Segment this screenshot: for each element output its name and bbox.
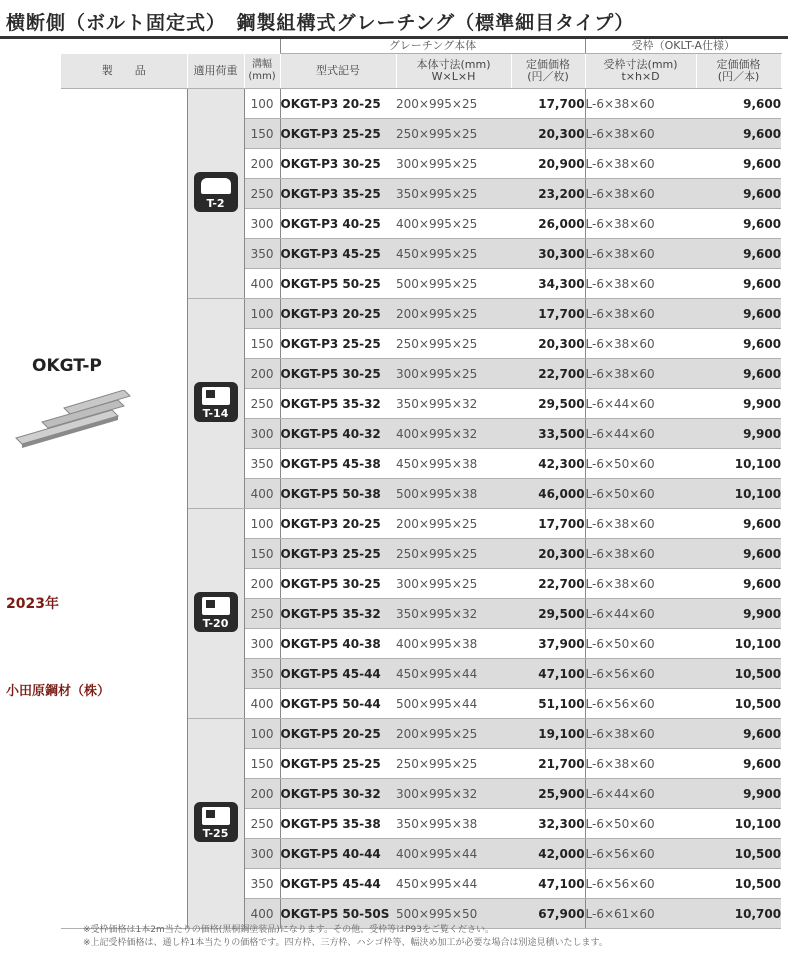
frame-price-cell: 9,600 [696,179,781,209]
frame-price-cell: 9,600 [696,719,781,749]
body-price-cell: 33,500 [511,419,585,449]
frame-dimensions-cell: L-6×38×60 [585,239,696,269]
model-code-cell: OKGT-P5 40-32 [280,419,396,449]
frame-price-cell: 9,600 [696,539,781,569]
frame-dimensions-cell: L-6×44×60 [585,779,696,809]
body-price-cell: 23,200 [511,179,585,209]
frame-dimensions-cell: L-6×56×60 [585,869,696,899]
body-price-cell: 20,300 [511,119,585,149]
body-price-cell: 47,100 [511,869,585,899]
maker-name: 小田原鋼材（株） [6,684,111,699]
column-header-row [61,54,781,89]
body-dimensions-cell: 350×995×38 [396,809,511,839]
body-dimensions-cell: 300×995×25 [396,359,511,389]
load-class-badge [194,592,238,632]
groove-width-cell: 250 [244,179,280,209]
model-code-cell: OKGT-P3 20-25 [280,299,396,329]
footnotes [83,924,608,950]
groove-width-cell: 250 [244,599,280,629]
body-price-cell: 21,700 [511,749,585,779]
body-dimensions-cell: 450×995×25 [396,239,511,269]
model-code-cell: OKGT-P5 45-38 [280,449,396,479]
body-dimensions-cell: 350×995×32 [396,389,511,419]
col-frame-dims: 受枠寸法(mm) t×h×D [585,54,696,89]
groove-width-cell: 150 [244,539,280,569]
model-code-cell: OKGT-P5 30-25 [280,359,396,389]
frame-price-cell: 9,600 [696,299,781,329]
body-price-cell: 29,500 [511,599,585,629]
body-dimensions-cell: 250×995×25 [396,119,511,149]
frame-price-cell: 9,600 [696,359,781,389]
load-class-label: T-25 [202,827,229,840]
frame-dimensions-cell: L-6×38×60 [585,749,696,779]
frame-price-cell: 9,600 [696,509,781,539]
frame-dimensions-cell: L-6×50×60 [585,629,696,659]
group-body: グレーチング本体 [280,39,585,54]
frame-dimensions-cell: L-6×38×60 [585,569,696,599]
body-dimensions-cell: 400×995×38 [396,629,511,659]
groove-width-cell: 250 [244,809,280,839]
body-dimensions-cell: 300×995×25 [396,149,511,179]
body-price-cell: 22,700 [511,359,585,389]
frame-dimensions-cell: L-6×50×60 [585,809,696,839]
frame-price-cell: 10,100 [696,479,781,509]
page-title: 横断側（ボルト固定式） 鋼製組構式グレーチング（標準細目タイプ） [6,12,635,34]
body-dimensions-cell: 300×995×32 [396,779,511,809]
model-code-cell: OKGT-P3 30-25 [280,149,396,179]
frame-dimensions-cell: L-6×50×60 [585,449,696,479]
load-cell [187,299,244,509]
frame-dimensions-cell: L-6×61×60 [585,899,696,929]
table-row [61,89,781,119]
groove-width-cell: 400 [244,269,280,299]
frame-price-cell: 9,600 [696,119,781,149]
model-code-cell: OKGT-P5 40-44 [280,839,396,869]
model-code-cell: OKGT-P5 30-32 [280,779,396,809]
frame-price-cell: 9,600 [696,749,781,779]
footnote: ※上記受枠価格は、通し枠1本当たりの価格です。四方枠、三方枠、ハシゴ枠等、幅決め加工が必要な場合は別途見積いたします。 [83,938,608,948]
body-price-cell: 19,100 [511,719,585,749]
body-price-cell: 46,000 [511,479,585,509]
body-price-cell: 26,000 [511,209,585,239]
body-dimensions-cell: 350×995×32 [396,599,511,629]
frame-price-cell: 9,600 [696,239,781,269]
frame-dimensions-cell: L-6×38×60 [585,359,696,389]
groove-width-cell: 400 [244,689,280,719]
frame-dimensions-cell: L-6×38×60 [585,329,696,359]
frame-price-cell: 10,500 [696,869,781,899]
body-dimensions-cell: 200×995×25 [396,719,511,749]
frame-price-cell: 10,100 [696,449,781,479]
col-width: 溝幅 (mm) [244,54,280,89]
model-code-cell: OKGT-P5 20-25 [280,719,396,749]
load-cell [187,719,244,929]
body-dimensions-cell: 450×995×44 [396,659,511,689]
frame-price-cell: 10,500 [696,839,781,869]
frame-price-cell: 9,600 [696,209,781,239]
group-frame: 受枠（OKLT-A仕様） [585,39,781,54]
load-class-label: T-14 [202,407,229,420]
body-dimensions-cell: 250×995×25 [396,749,511,779]
groove-width-cell: 300 [244,629,280,659]
body-price-cell: 37,900 [511,629,585,659]
groove-width-cell: 150 [244,329,280,359]
truck-icon [202,597,230,615]
body-dimensions-cell: 450×995×38 [396,449,511,479]
frame-dimensions-cell: L-6×44×60 [585,599,696,629]
model-code-cell: OKGT-P3 20-25 [280,89,396,119]
body-price-cell: 67,900 [511,899,585,929]
groove-width-cell: 200 [244,359,280,389]
body-dimensions-cell: 200×995×25 [396,89,511,119]
body-price-cell: 34,300 [511,269,585,299]
body-price-cell: 22,700 [511,569,585,599]
body-dimensions-cell: 200×995×25 [396,299,511,329]
model-code-cell: OKGT-P5 45-44 [280,869,396,899]
model-code-cell: OKGT-P3 25-25 [280,539,396,569]
frame-price-cell: 10,100 [696,809,781,839]
groove-width-cell: 350 [244,239,280,269]
body-dimensions-cell: 400×995×32 [396,419,511,449]
load-class-label: T-20 [202,617,229,630]
body-price-cell: 17,700 [511,509,585,539]
groove-width-cell: 300 [244,839,280,869]
load-cell [187,509,244,719]
group-header-row [61,39,781,54]
model-code-cell: OKGT-P5 35-32 [280,389,396,419]
groove-width-cell: 100 [244,509,280,539]
model-code-cell: OKGT-P3 35-25 [280,179,396,209]
frame-price-cell: 10,500 [696,689,781,719]
body-dimensions-cell: 500×995×50 [396,899,511,929]
frame-dimensions-cell: L-6×56×60 [585,839,696,869]
frame-dimensions-cell: L-6×38×60 [585,509,696,539]
body-dimensions-cell: 450×995×44 [396,869,511,899]
frame-dimensions-cell: L-6×50×60 [585,479,696,509]
groove-width-cell: 100 [244,299,280,329]
frame-dimensions-cell: L-6×38×60 [585,89,696,119]
body-dimensions-cell: 200×995×25 [396,509,511,539]
body-price-cell: 30,300 [511,239,585,269]
frame-price-cell: 10,700 [696,899,781,929]
body-price-cell: 32,300 [511,809,585,839]
col-load: 適用荷重 [187,54,244,89]
groove-width-cell: 400 [244,899,280,929]
frame-dimensions-cell: L-6×56×60 [585,659,696,689]
frame-dimensions-cell: L-6×38×60 [585,719,696,749]
body-dimensions-cell: 500×995×38 [396,479,511,509]
model-code-cell: OKGT-P5 45-44 [280,659,396,689]
load-class-badge [194,382,238,422]
groove-width-cell: 300 [244,419,280,449]
frame-dimensions-cell: L-6×38×60 [585,149,696,179]
body-dimensions-cell: 400×995×44 [396,839,511,869]
groove-width-cell: 200 [244,779,280,809]
model-code-cell: OKGT-P5 50-44 [280,689,396,719]
body-price-cell: 47,100 [511,659,585,689]
frame-price-cell: 9,900 [696,779,781,809]
model-code-cell: OKGT-P5 50-25 [280,269,396,299]
body-dimensions-cell: 500×995×25 [396,269,511,299]
footnote: ※受枠価格は1本2m当たりの価格(黒桐鋼塗装品)になります。その他、受枠等はP93をご覧ください。 [83,925,494,935]
body-dimensions-cell: 250×995×25 [396,329,511,359]
groove-width-cell: 100 [244,719,280,749]
frame-price-cell: 9,600 [696,149,781,179]
body-price-cell: 25,900 [511,779,585,809]
frame-price-cell: 10,100 [696,629,781,659]
load-class-label: T-2 [206,197,225,210]
model-code-cell: OKGT-P5 40-38 [280,629,396,659]
body-price-cell: 42,300 [511,449,585,479]
body-dimensions-cell: 350×995×25 [396,179,511,209]
frame-price-cell: 9,600 [696,89,781,119]
grating-product-image [12,390,132,460]
body-price-cell: 20,300 [511,539,585,569]
frame-dimensions-cell: L-6×38×60 [585,119,696,149]
frame-price-cell: 9,900 [696,389,781,419]
frame-dimensions-cell: L-6×44×60 [585,419,696,449]
body-dimensions-cell: 250×995×25 [396,539,511,569]
groove-width-cell: 200 [244,569,280,599]
model-code-cell: OKGT-P5 25-25 [280,749,396,779]
body-dimensions-cell: 400×995×25 [396,209,511,239]
frame-price-cell: 10,500 [696,659,781,689]
car-icon [201,178,231,194]
frame-dimensions-cell: L-6×38×60 [585,299,696,329]
body-dimensions-cell: 300×995×25 [396,569,511,599]
frame-price-cell: 9,600 [696,269,781,299]
product-cell [61,89,187,929]
frame-dimensions-cell: L-6×44×60 [585,389,696,419]
groove-width-cell: 200 [244,149,280,179]
body-price-cell: 20,300 [511,329,585,359]
groove-width-cell: 100 [244,89,280,119]
truck-icon [202,807,230,825]
frame-dimensions-cell: L-6×56×60 [585,689,696,719]
groove-width-cell: 350 [244,659,280,689]
frame-dimensions-cell: L-6×38×60 [585,209,696,239]
groove-width-cell: 250 [244,389,280,419]
frame-price-cell: 9,900 [696,419,781,449]
catalog-year: 2023年 [6,596,59,612]
body-price-cell: 17,700 [511,89,585,119]
groove-width-cell: 150 [244,749,280,779]
model-code-cell: OKGT-P5 30-25 [280,569,396,599]
groove-width-cell: 150 [244,119,280,149]
table-body [61,89,781,929]
model-code-cell: OKGT-P5 50-50S [280,899,396,929]
groove-width-cell: 400 [244,479,280,509]
load-cell [187,89,244,299]
groove-width-cell: 350 [244,869,280,899]
model-code-cell: OKGT-P5 35-32 [280,599,396,629]
col-dims: 本体寸法(mm) W×L×H [396,54,511,89]
price-table [61,39,782,929]
frame-price-cell: 9,600 [696,569,781,599]
body-dimensions-cell: 500×995×44 [396,689,511,719]
model-code-cell: OKGT-P3 20-25 [280,509,396,539]
product-series: OKGT-P [32,356,102,376]
groove-width-cell: 300 [244,209,280,239]
truck-icon [202,387,230,405]
body-price-cell: 42,000 [511,839,585,869]
frame-dimensions-cell: L-6×38×60 [585,269,696,299]
frame-dimensions-cell: L-6×38×60 [585,539,696,569]
frame-price-cell: 9,900 [696,599,781,629]
body-price-cell: 17,700 [511,299,585,329]
load-class-badge [194,802,238,842]
load-class-badge [194,172,238,212]
body-price-cell: 29,500 [511,389,585,419]
model-code-cell: OKGT-P5 50-38 [280,479,396,509]
model-code-cell: OKGT-P5 35-38 [280,809,396,839]
col-model: 型式記号 [280,54,396,89]
col-frame-price: 定価価格 (円／本) [696,54,781,89]
model-code-cell: OKGT-P3 25-25 [280,329,396,359]
body-price-cell: 51,100 [511,689,585,719]
model-code-cell: OKGT-P3 25-25 [280,119,396,149]
col-price: 定価価格 (円／枚) [511,54,585,89]
frame-dimensions-cell: L-6×38×60 [585,179,696,209]
frame-price-cell: 9,600 [696,329,781,359]
groove-width-cell: 350 [244,449,280,479]
model-code-cell: OKGT-P3 45-25 [280,239,396,269]
model-code-cell: OKGT-P3 40-25 [280,209,396,239]
col-product: 製 品 [61,54,187,89]
body-price-cell: 20,900 [511,149,585,179]
